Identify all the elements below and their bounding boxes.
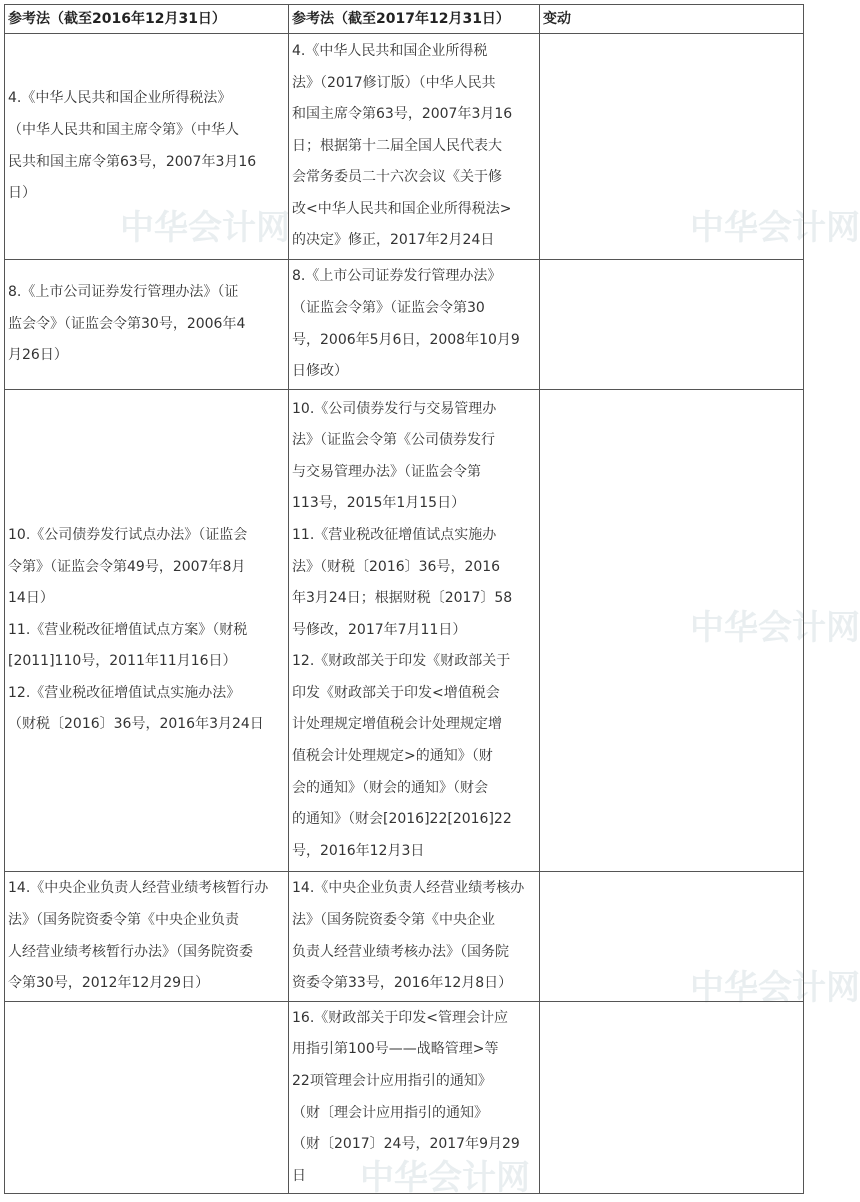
watermark: 中华会计网: [690, 208, 860, 248]
table-row: [5, 390, 804, 872]
watermark: 中华会计网: [690, 608, 860, 648]
old-law-cell: 8.《上市公司证券发行管理办法》（证 监会令》（证监会令第30号，2006年4 月26日）: [5, 260, 289, 390]
change-cell: [540, 34, 804, 260]
header-row: [5, 5, 804, 34]
change-cell: [540, 390, 804, 872]
table-row: [5, 1002, 804, 1194]
old-law-cell: 10.《公司债券发行试点办法》（证监会 令第》（证监会令第49号，2007年8月 14日） 11.《营业税改征增值试点方案》（财税 [2011]110号，2011年11月16日） 12.《营业税改征增值试点实施办法》 （财税〔2016〕36号，2016年3月24日: [5, 390, 289, 872]
watermark: 中华会计网: [690, 968, 860, 1008]
new-law-cell: 14.《中央企业负责人经营业绩考核办 法》（国务院资委令第《中央企业 负责人经营业绩考核办法》（国务院 资委令第33号，2016年12月8日）: [289, 872, 540, 1002]
law-comparison-table: [4, 4, 804, 1194]
old-law-cell: 14.《中央企业负责人经营业绩考核暂行办 法》（国务院资委令第《中央企业负责 人经营业绩考核暂行办法》（国务院资委 令第30号，2012年12月29日）: [5, 872, 289, 1002]
header-new-law: 参考法（截至2017年12月31日）: [289, 5, 540, 34]
new-law-cell: 16.《财政部关于印发<管理会计应 用指引第100号——战略管理>等 22项管理会计应用指引的通知》 （财〔理会计应用指引的通知》 （财〔2017〕24号，2017年9月29 日: [289, 1002, 540, 1194]
table-row: [5, 34, 804, 260]
watermark: 中华会计网: [360, 1158, 530, 1198]
change-cell: [540, 260, 804, 390]
change-cell: [540, 1002, 804, 1194]
header-old-law: 参考法（截至2016年12月31日）: [5, 5, 289, 34]
old-law-cell: [5, 1002, 289, 1194]
table-row: [5, 260, 804, 390]
change-cell: [540, 872, 804, 1002]
new-law-cell: 4.《中华人民共和国企业所得税 法》（2017修订版）（中华人民共 和国主席令第63号，2007年3月16 日；根据第十二届全国人民代表大 会常务委员二十六次会议《关于修 改<中华人民共和国企业所得税法> 的决定》修正，2017年2月24日: [289, 34, 540, 260]
watermark: 中华会计网: [120, 208, 290, 248]
header-change: 变动: [540, 5, 804, 34]
new-law-cell: 8.《上市公司证券发行管理办法》 （证监会令第》（证监会令第30 号，2006年5月6日，2008年10月9 日修改）: [289, 260, 540, 390]
table-row: [5, 872, 804, 1002]
old-law-cell: 4.《中华人民共和国企业所得税法》 （中华人民共和国主席令第》（中华人 民共和国主席令第63号，2007年3月16 日）: [5, 34, 289, 260]
new-law-cell: 10.《公司债券发行与交易管理办 法》（证监会令第《公司债券发行 与交易管理办法》（证监会令第 113号，2015年1月15日） 11.《营业税改征增值试点实施办 法》（财税〔2016〕36号，2016 年3月24日；根据财税〔2017〕58 号修改，2017年7月11日） 12.《财政部关于印发《财政部关于 印发《财政部关于印发<增值税会 计处理规定增值税会计处理规定增 值税会计处理规定>的通知》（财 会的通知》（财会的通知》（财会 的通知》（财会[2016]22[2016]22 号，2016年12月3日: [289, 390, 540, 872]
